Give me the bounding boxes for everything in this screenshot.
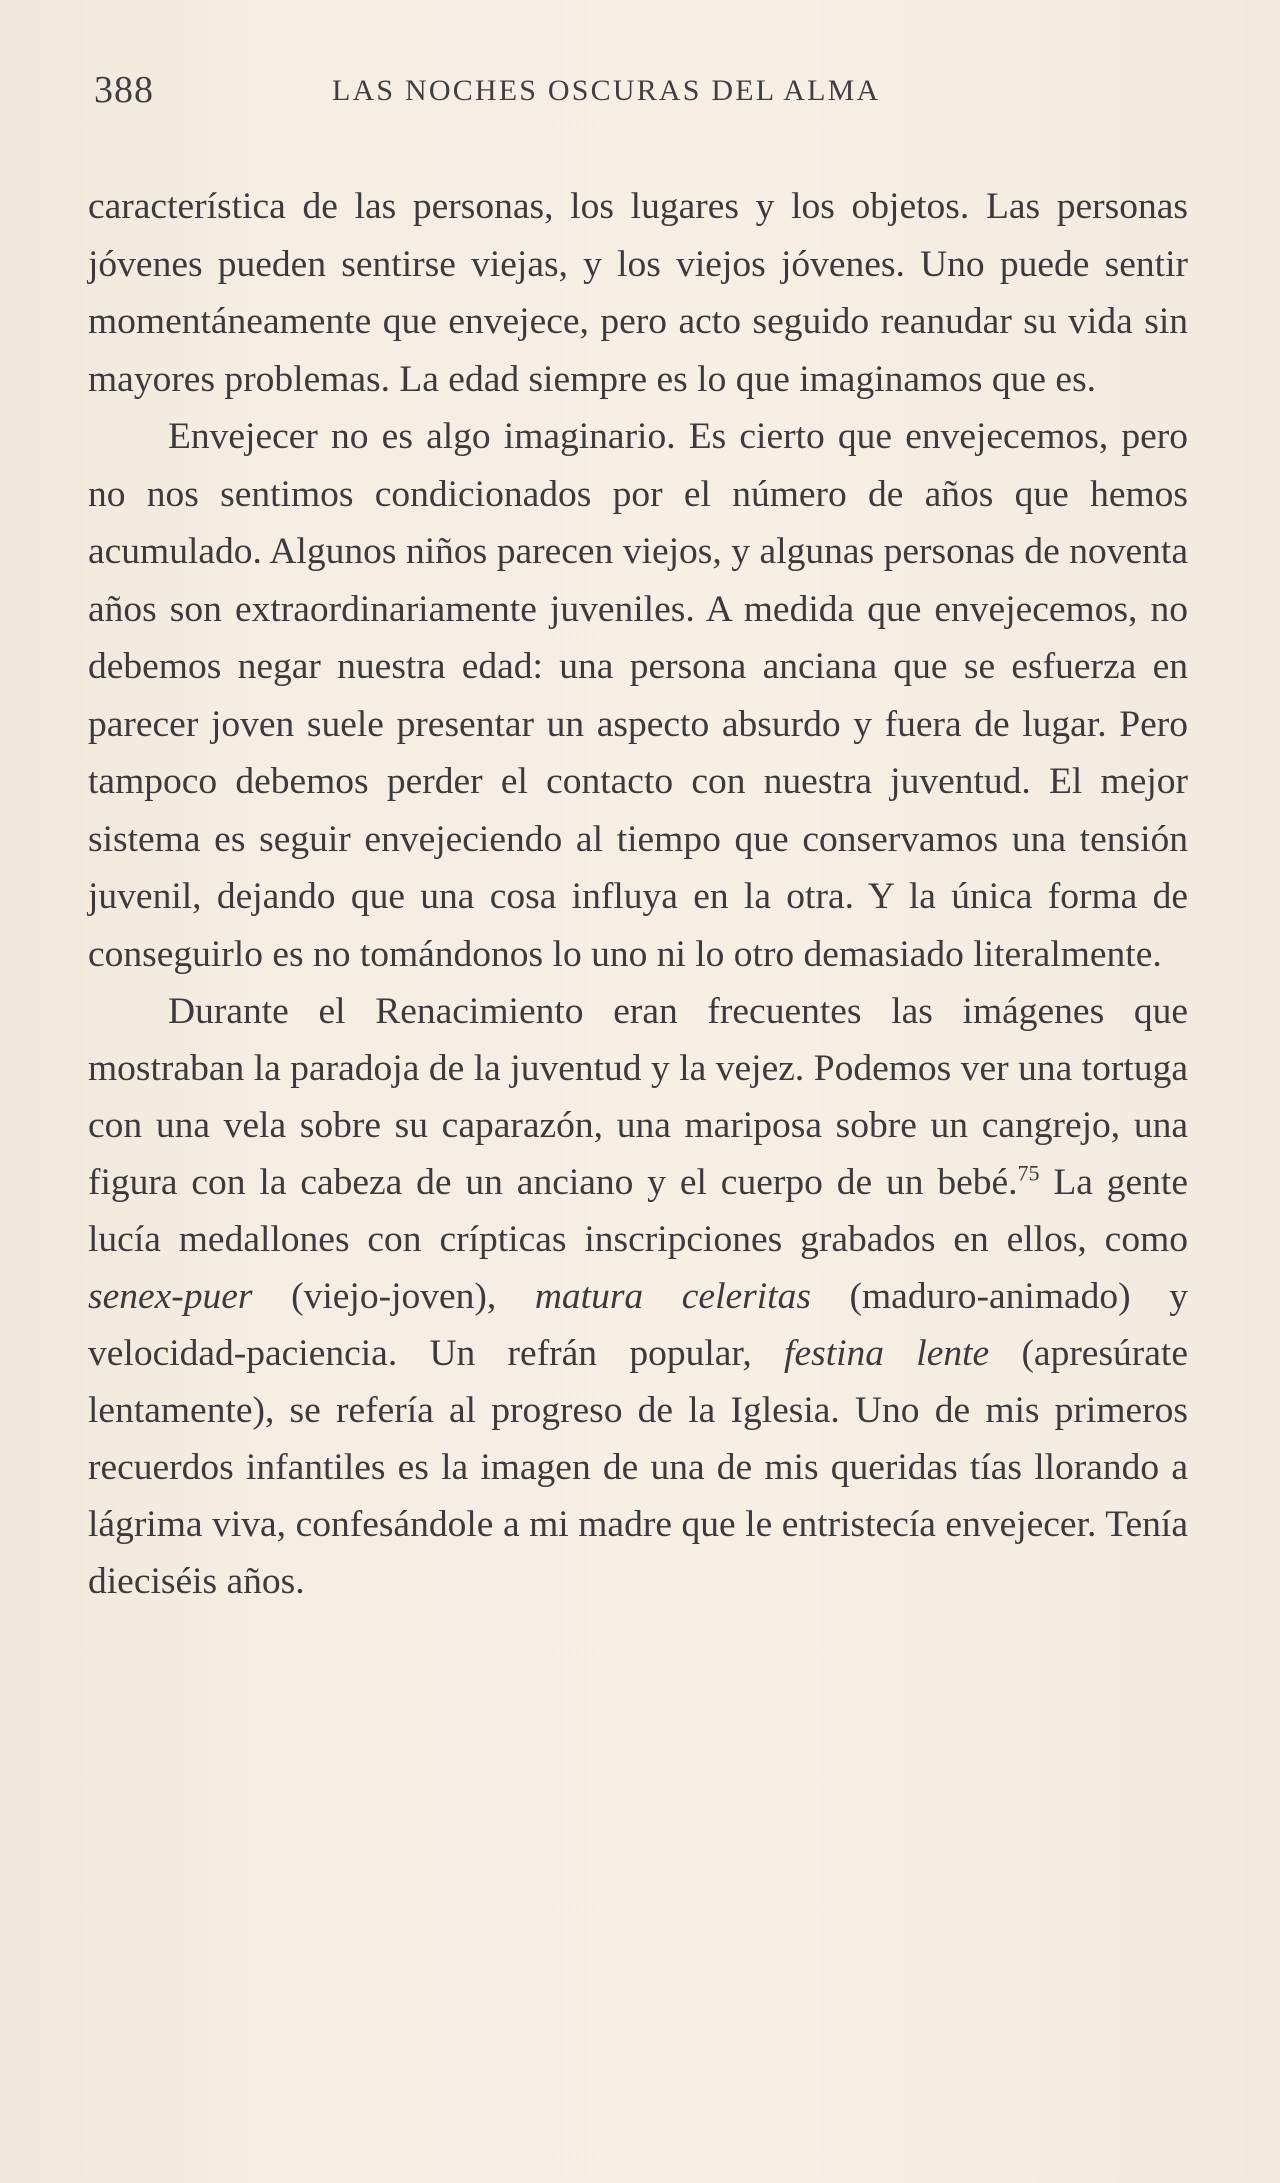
running-head: [94, 68, 1184, 112]
page-number: 388: [94, 69, 154, 111]
paragraph-3-text-e: (apresúrate lentamente), se refería al progreso de la Iglesia. Uno de mis primeros recuerdos infantiles es la imagen de una de mis queridas tías llorando a lágrima viva, confesándole a mi madre que le entristecía envejecer. Tenía dieciséis años.: [88, 1333, 1188, 1602]
paragraph-3-text-b: La gente lucía medallones con crípticas inscripciones grabados en ellos, como: [88, 1162, 1188, 1260]
paragraph-2: Envejecer no es algo imaginario. Es cierto que envejecemos, pero no nos sentimos condicionados por el número de años que hemos acumulado. Algunos niños parecen viejos, y algunas personas de noventa años son extraordinariamente juveniles. A medida que envejecemos, no debemos negar nuestra edad: una persona anciana que se esfuerza en parecer joven suele presentar un aspecto absurdo y fuera de lugar. Pero tampoco debemos perder el contacto con nuestra juventud. El mejor sistema es seguir envejeciendo al tiempo que conservamos una tensión juvenil, dejando que una cosa influya en la otra. Y la única forma de conseguirlo es no tomándonos lo uno ni lo otro demasiado literalmente.: [88, 416, 1188, 975]
paragraph-1: característica de las personas, los lugares y los objetos. Las personas jóvenes pueden sentirse viejas, y los viejos jóvenes. Uno puede sentir momentáneamente que envejece, pero acto seguido reanudar su vida sin mayores problemas. La edad siempre es lo que imaginamos que es.: [88, 186, 1188, 400]
latin-term-festina-lente: festina lente: [784, 1333, 990, 1374]
paragraph-3-text-d: (maduro-animado) y velocidad-paciencia. Un refrán popular,: [88, 1276, 1188, 1374]
latin-term-senex-puer: senex-puer: [88, 1276, 253, 1317]
body-text: [88, 178, 1188, 1610]
footnote-reference: 75: [1017, 1160, 1040, 1186]
paragraph-3: [88, 983, 1188, 1610]
paragraph-3-text-c: (viejo-joven),: [252, 1276, 535, 1317]
latin-term-matura-celeritas: matura celeritas: [534, 1276, 811, 1317]
running-title: LAS NOCHES OSCURAS DEL ALMA: [332, 74, 881, 107]
paragraph-3-text-a: Durante el Renacimiento eran frecuentes las imágenes que mostraban la paradoja de la juventud y la vejez. Podemos ver una tortuga con una vela sobre su caparazón, una mariposa sobre un cangrejo, una figura con la cabeza de un anciano y el cuerpo de un bebé.: [88, 991, 1188, 1203]
